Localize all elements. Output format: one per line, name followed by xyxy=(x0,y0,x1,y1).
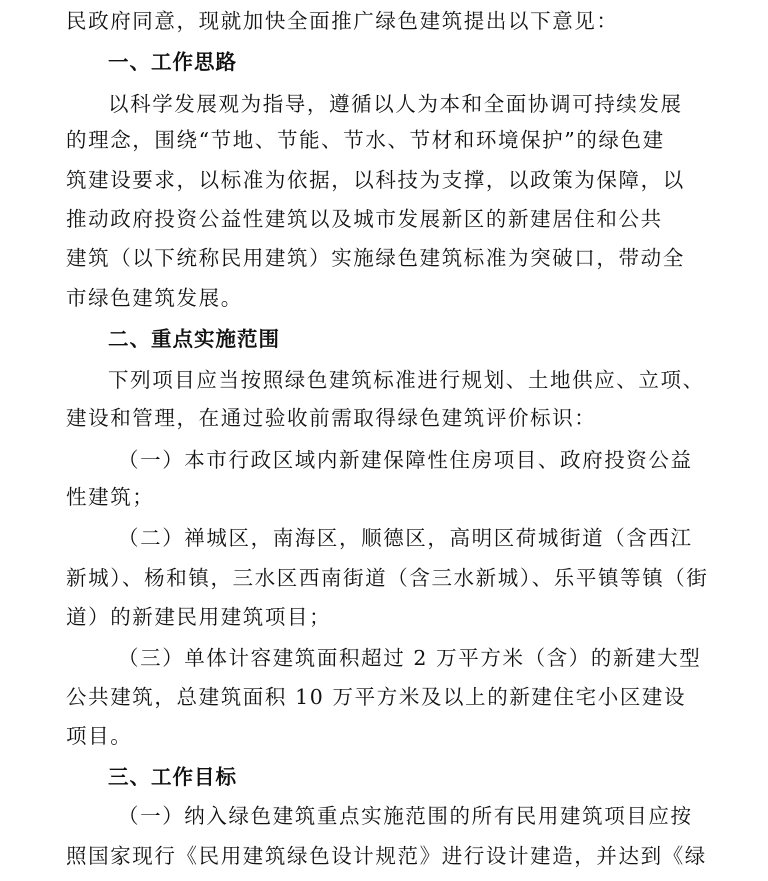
section-heading-work-approach: 一、工作思路 xyxy=(108,50,237,74)
paragraph-line: 建筑（以下统称民用建筑）实施绿色建筑标准为突破口，带动全 xyxy=(66,246,685,270)
paragraph-line: 下列项目应当按照绿色建筑标准进行规划、土地供应、立项、 xyxy=(108,368,705,392)
list-item-line: （二）禅城区，南海区，顺德区，高明区荷城街道（含西江 xyxy=(118,526,693,550)
paragraph-line: 建设和管理，在通过验收前需取得绿色建筑评价标识： xyxy=(66,406,597,430)
paragraph-line: 民政府同意，现就加快全面推广绿色建筑提出以下意见： xyxy=(66,9,619,33)
paragraph-line: 推动政府投资公益性建筑以及城市发展新区的新建居住和公共 xyxy=(66,207,663,231)
list-item-line: （一）本市行政区域内新建保障性住房项目、政府投资公益 xyxy=(118,448,693,472)
paragraph-line: 的理念，围绕“节地、节能、节水、节材和环境保护”的绿色建 xyxy=(66,128,665,152)
section-heading-work-goals: 三、工作目标 xyxy=(108,765,237,789)
paragraph-line: 以科学发展观为指导，遵循以人为本和全面协调可持续发展 xyxy=(108,92,683,116)
list-item-line: 照国家现行《民用建筑绿色设计规范》进行设计建造，并达到《绿 xyxy=(66,844,707,868)
paragraph-line: 筑建设要求，以标准为依据，以科技为支撑，以政策为保障，以 xyxy=(66,168,685,192)
list-item-line: 道）的新建民用建筑项目； xyxy=(66,605,332,629)
section-heading-key-scope: 二、重点实施范围 xyxy=(108,327,280,351)
list-item-line: （三）单体计容建筑面积超过 2 万平方米（含）的新建大型 xyxy=(118,646,702,670)
list-item-line: 性建筑； xyxy=(66,485,155,509)
list-item-line: 项目。 xyxy=(66,724,133,748)
list-item-line: 公共建筑，总建筑面积 10 万平方米及以上的新建住宅小区建设 xyxy=(66,685,687,709)
list-item-line: 新城）、杨和镇，三水区西南街道（含三水新城）、乐平镇等镇（街 xyxy=(66,566,709,590)
list-item-line: （一）纳入绿色建筑重点实施范围的所有民用建筑项目应按 xyxy=(118,804,693,828)
paragraph-line: 市绿色建筑发展。 xyxy=(66,286,243,310)
